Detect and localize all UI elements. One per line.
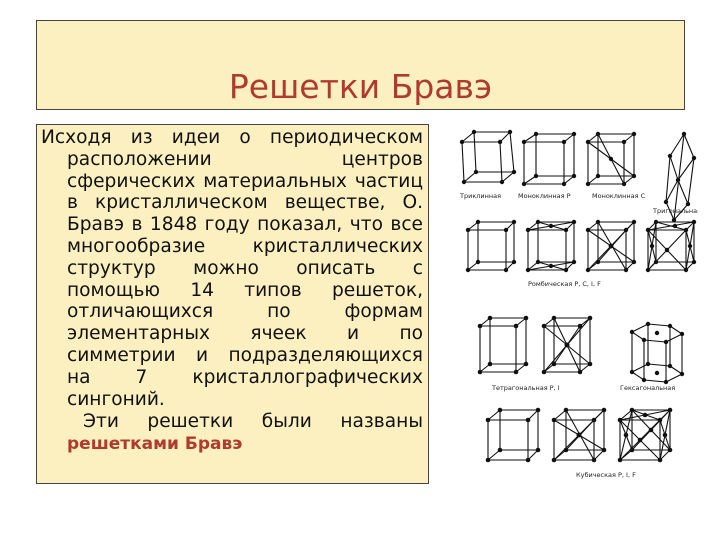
label-cubic: Кубическая P, I, F — [576, 471, 636, 479]
tetragonal-i-lattice — [542, 316, 593, 375]
cubic-f-lattice — [618, 408, 673, 463]
label-monoclinic-p: Моноклинная P — [518, 192, 571, 200]
label-triclinic: Триклинная — [460, 192, 502, 200]
lattices-svg — [448, 120, 698, 530]
cubic-i-lattice — [552, 408, 607, 463]
label-monoclinic-c: Моноклинная C — [592, 192, 646, 200]
hexagonal-lattice — [630, 322, 684, 384]
triclinic-lattice — [460, 130, 516, 184]
body-text — [41, 127, 423, 456]
rhombic-f-lattice — [646, 220, 696, 272]
rhombic-c-lattice — [526, 220, 576, 272]
content-box — [36, 124, 429, 484]
bravais-lattices-figure — [448, 120, 698, 530]
monoclinic-p-lattice — [522, 132, 576, 186]
label-hexagonal: Гексагональная — [620, 384, 676, 392]
bravais-lattices-emphasis: решетками Бравэ — [67, 434, 243, 455]
sub-paragraph — [41, 411, 423, 456]
sub-paragraph-text: Эти решетки были названы — [83, 411, 423, 433]
label-trigonal: Тригональная — [653, 207, 698, 215]
slide-title: Решетки Бравэ — [228, 67, 493, 106]
monoclinic-c-lattice — [586, 132, 636, 186]
rhombic-p-lattice — [466, 220, 516, 272]
label-rhombic: Ромбическая P, C, I, F — [528, 280, 601, 288]
rhombic-i-lattice — [586, 220, 636, 272]
main-paragraph: Исходя из идеи о периодическом расположении центров сферических материальных частиц в кристаллическом веществе, О. Бравэ в 1848 году показал, что все многообразие кристаллических структур можно описать с помощью 14 типов решеток, отличающихся по формам элементарных ячеек и по симметрии и подразделяющихся на 7 кристаллографических сингоний. — [41, 127, 423, 410]
label-tetragonal: Тетрагональная P, I — [492, 384, 560, 392]
tetragonal-p-lattice — [478, 316, 529, 375]
cubic-p-lattice — [486, 408, 541, 463]
title-box — [36, 20, 685, 110]
